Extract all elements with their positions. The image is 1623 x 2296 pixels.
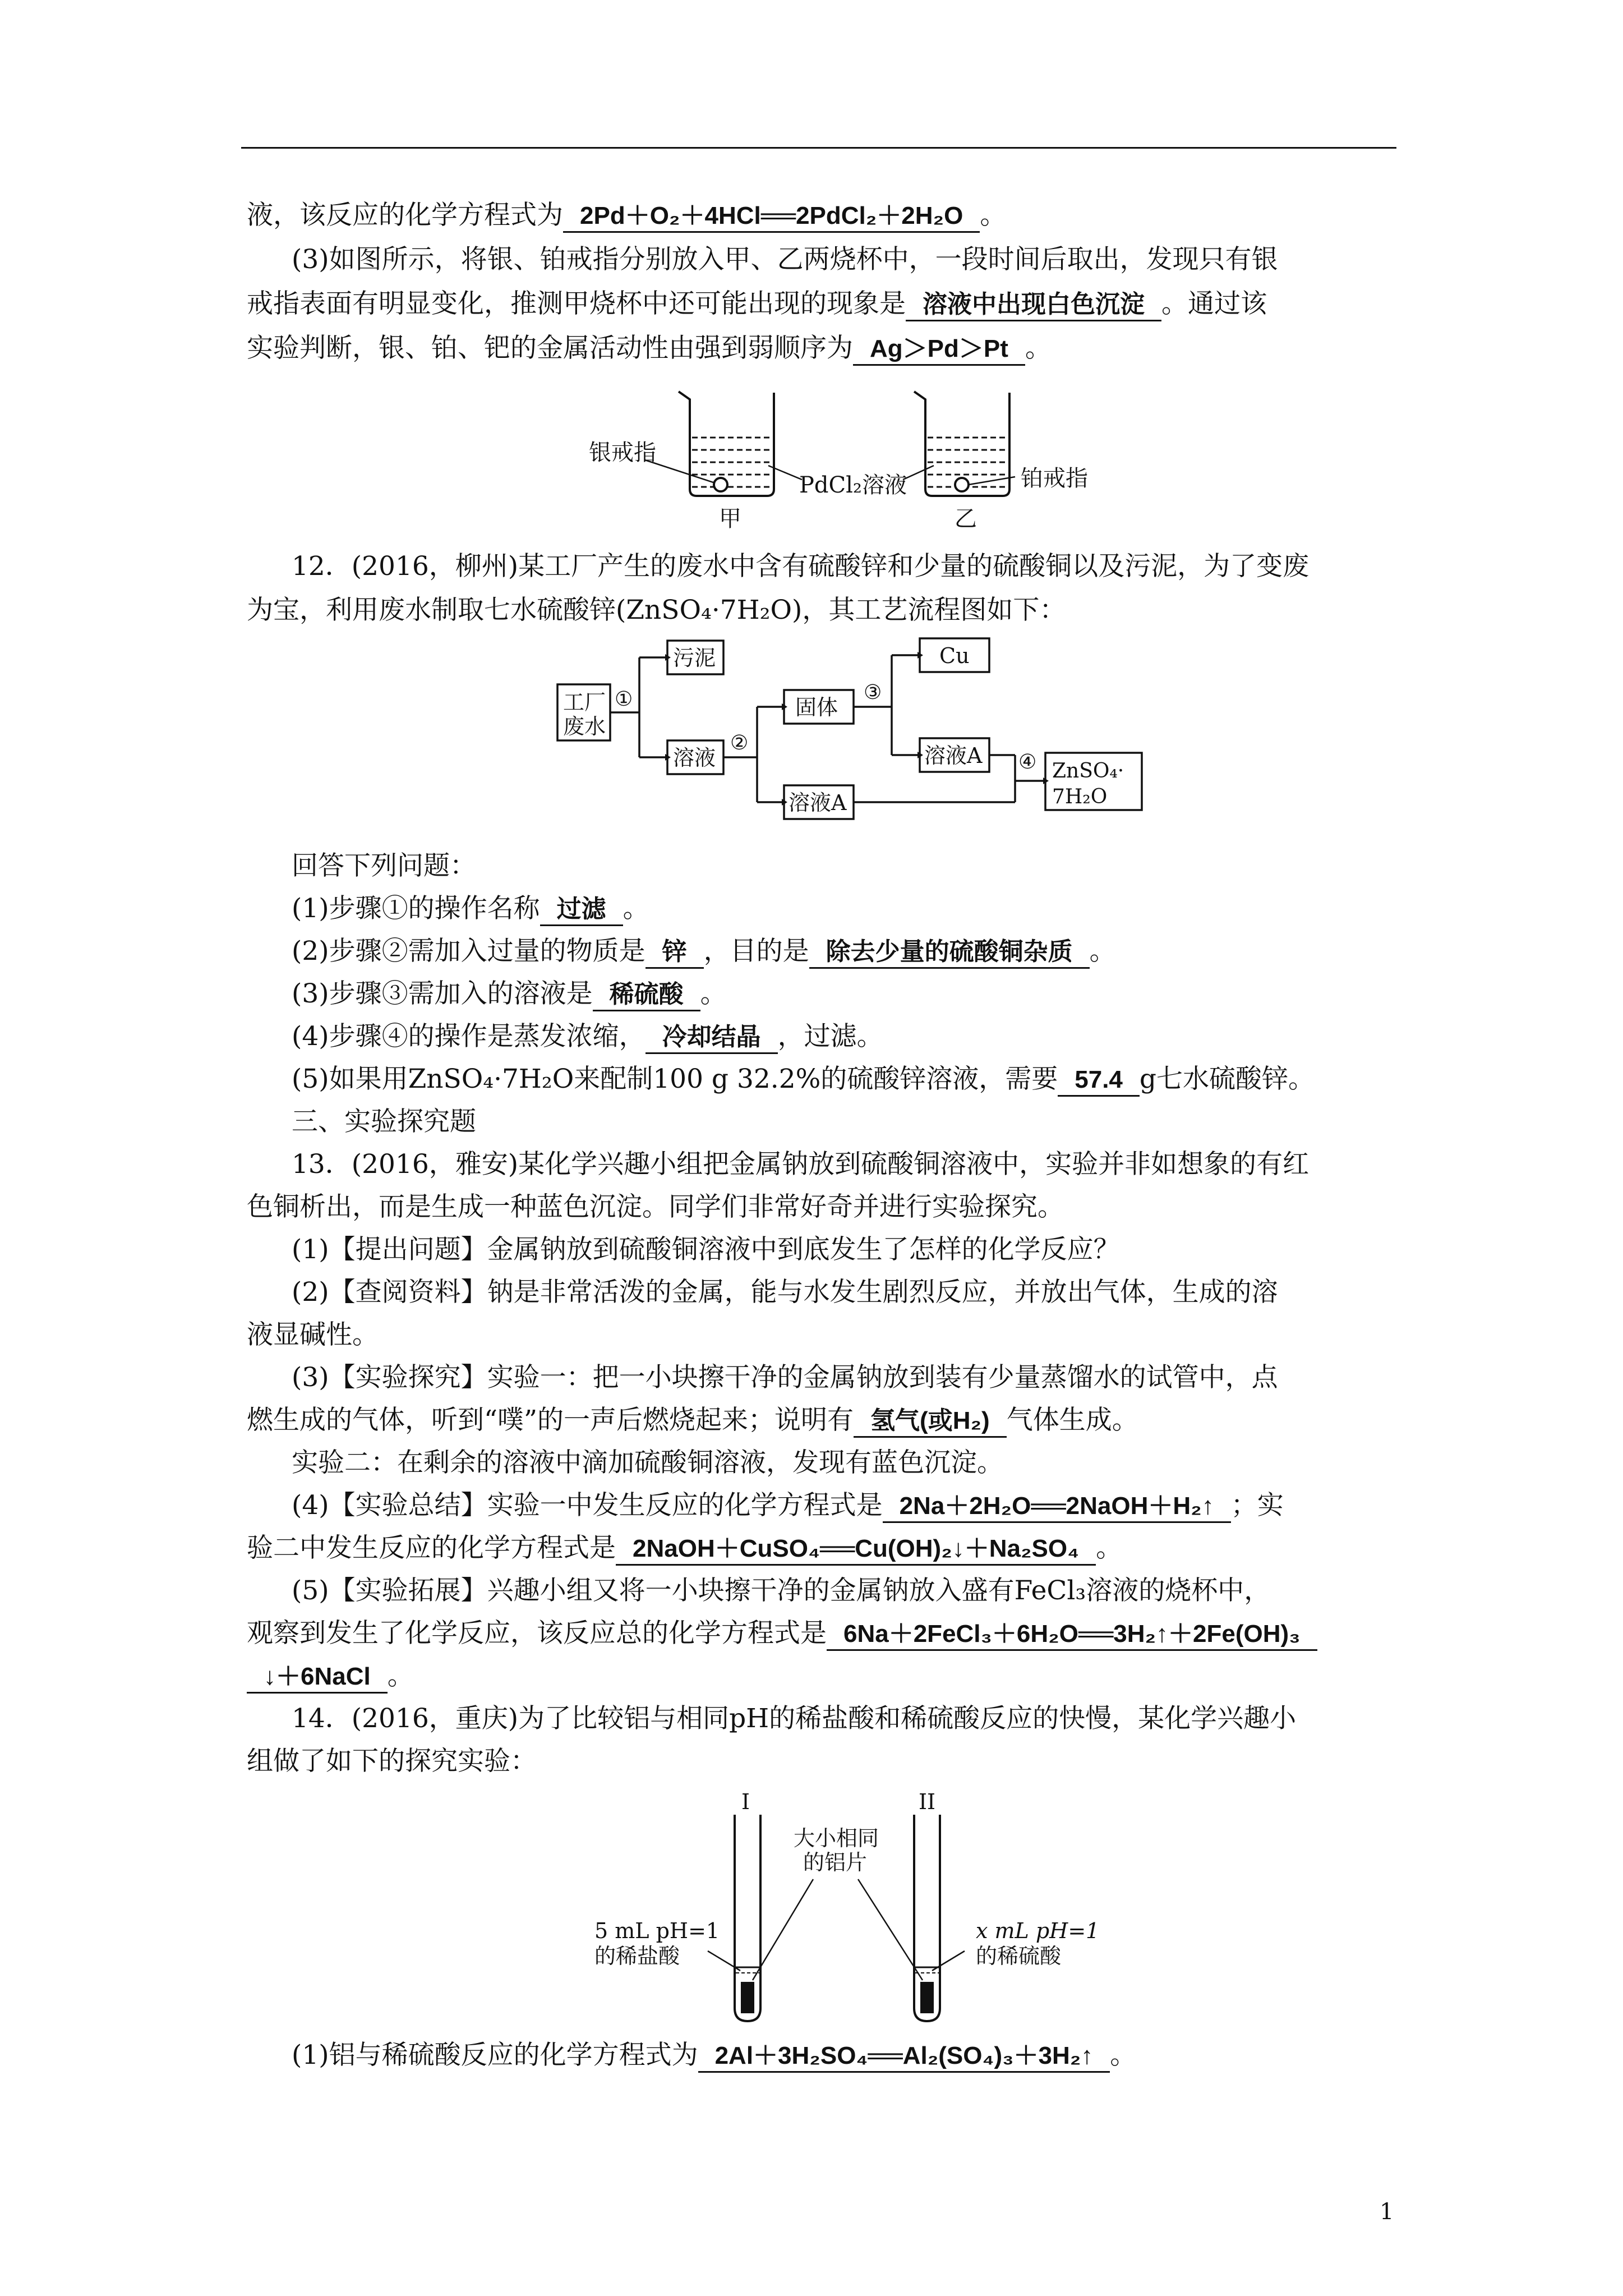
beaker-a-label: 甲	[719, 506, 741, 532]
answer-blank: ↓＋6NaCl	[247, 1662, 388, 1694]
h2so4-label-2: 的稀硫酸	[976, 1944, 1062, 1968]
process-flowchart	[555, 628, 1172, 841]
section-heading	[292, 1105, 1453, 1139]
answer-blank: 2Na＋2H₂O══2NaOH＋H₂↑	[883, 1491, 1231, 1523]
product-label-2: 7H₂O	[1052, 785, 1108, 808]
text-line	[292, 1574, 1453, 1608]
answer-blank: 2Al＋3H₂SO₄══Al₂(SO₄)₃＋3H₂↑	[698, 2041, 1110, 2073]
text-line	[292, 243, 1453, 277]
line-text: 。	[1096, 1533, 1123, 1563]
line-text: 为宝，利用废水制取七水硫酸锌(ZnSO₄·7H₂O)，其工艺流程图如下：	[247, 595, 1066, 625]
solid-label: 固体	[795, 695, 838, 720]
hcl-label-2: 的稀盐酸	[594, 1944, 680, 1968]
line-text: (1)【提出问题】金属钠放到硫酸铜溶液中到底发生了怎样的化学反应？	[292, 1234, 1120, 1265]
line-text: 液，该反应的化学方程式为	[247, 200, 563, 231]
text-line	[292, 1020, 1453, 1054]
line-text: g七水硫酸锌。	[1139, 1064, 1315, 1094]
line-text: ；实	[1230, 1490, 1284, 1521]
line-text: 液显碱性。	[247, 1319, 379, 1350]
line-text: 三、实验探究题	[292, 1106, 476, 1137]
line-text: 气体生成。	[1006, 1405, 1138, 1435]
step-2-label: ②	[730, 731, 749, 754]
header-rule	[241, 147, 1396, 149]
line-text: 回答下列问题：	[292, 850, 476, 881]
answer-blank: 57.4	[1058, 1065, 1140, 1097]
answer-blank: 除去少量的硫酸铜杂质	[809, 937, 1090, 969]
tube-2-label: II	[919, 1792, 936, 1814]
same-al-label-1: 大小相同	[794, 1826, 879, 1851]
line-text: 实验判断，银、铂、钯的金属活动性由强到弱顺序为	[247, 333, 853, 364]
text-line	[292, 1489, 1453, 1523]
text-line	[247, 1318, 1408, 1352]
line-text: 验二中发生反应的化学方程式是	[247, 1533, 616, 1563]
text-line	[292, 1276, 1453, 1309]
line-text: (2)步骤②需加入过量的物质是	[292, 936, 645, 967]
text-line	[247, 1531, 1408, 1566]
line-text: 。	[1025, 333, 1052, 364]
answer-blank: 溶液中出现白色沉淀	[906, 289, 1161, 321]
beaker-figure	[589, 381, 1122, 533]
solution-a-bottom-label: 溶液A	[789, 790, 847, 815]
line-text: 14．(2016，重庆)为了比较铝与相同pH的稀盐酸和稀硫酸反应的快慢，某化学兴趣小	[292, 1703, 1297, 1734]
silver-ring-label: 银戒指	[589, 440, 656, 466]
sludge-label: 污泥	[673, 646, 716, 670]
answer-blank: 过滤	[540, 894, 623, 926]
text-line	[247, 593, 1408, 627]
line-text: 。	[387, 1660, 414, 1691]
text-line	[292, 1446, 1453, 1480]
text-line	[292, 1233, 1453, 1267]
text-line	[292, 1148, 1453, 1181]
factory-water-label-2: 废水	[563, 714, 606, 739]
text-line	[292, 550, 1453, 583]
answer-blank: 稀硫酸	[593, 979, 700, 1011]
text-line	[292, 1702, 1453, 1736]
line-text: 色铜析出，而是生成一种蓝色沉淀。同学们非常好奇并进行实验探究。	[247, 1191, 1064, 1222]
page-number: 1	[1380, 2199, 1394, 2225]
step-4-label: ④	[1018, 751, 1037, 774]
line-text: (4)【实验总结】实验一中发生反应的化学方程式是	[292, 1490, 883, 1521]
line-text: ，过滤。	[777, 1021, 883, 1052]
answer-blank: 6Na＋2FeCl₃＋6H₂O══3H₂↑＋2Fe(OH)₃	[827, 1619, 1317, 1651]
line-text: (5)如果用ZnSO₄·7H₂O来配制100 g 32.2%的硫酸锌溶液，需要	[292, 1064, 1058, 1094]
text-line	[247, 332, 1408, 366]
text-line	[292, 935, 1453, 969]
line-text: (3)步骤③需加入的溶液是	[292, 978, 593, 1009]
line-text: 13．(2016，雅安)某化学兴趣小组把金属钠放到硫酸铜溶液中，实验并非如想象的有红	[292, 1149, 1310, 1180]
answer-blank: 2Pd＋O₂＋4HCl══2PdCl₂＋2H₂O	[563, 201, 980, 233]
line-text: 。	[700, 978, 727, 1009]
text-line	[247, 1190, 1408, 1224]
line-text: 12．(2016，柳州)某工厂产生的废水中含有硫酸锌和少量的硫酸铜以及污泥，为了变废	[292, 551, 1310, 582]
factory-water-label-1: 工厂	[563, 690, 606, 715]
cu-label: Cu	[939, 643, 970, 668]
solution-a-top-label: 溶液A	[924, 743, 983, 768]
text-line	[247, 287, 1408, 321]
line-text: (1)步骤①的操作名称	[292, 893, 540, 924]
line-text: ，目的是	[703, 936, 809, 967]
tube-1-label: I	[741, 1792, 750, 1814]
line-text: (3)【实验探究】实验一：把一小块擦干净的金属钠放到装有少量蒸馏水的试管中，点	[292, 1362, 1278, 1393]
answer-blank: 冷却结晶	[645, 1022, 778, 1054]
pdcl2-label: PdCl₂溶液	[799, 472, 907, 498]
text-line	[247, 1745, 1408, 1778]
text-line	[292, 977, 1453, 1011]
answer-blank: 锌	[645, 937, 704, 969]
line-text: 实验二：在剩余的溶液中滴加硫酸铜溶液，发现有蓝色沉淀。	[292, 1447, 1003, 1478]
text-line	[292, 1062, 1453, 1097]
line-text: (5)【实验拓展】兴趣小组又将一小块擦干净的金属钠放入盛有FeCl₃溶液的烧杯中，	[292, 1575, 1271, 1606]
step-1-label: ①	[615, 688, 633, 711]
text-line	[247, 199, 1408, 233]
line-text: 戒指表面有明显变化，推测甲烧杯中还可能出现的现象是	[247, 288, 906, 319]
line-text: 。	[1110, 2040, 1137, 2070]
answer-blank: Ag＞Pd＞Pt	[853, 334, 1025, 366]
hcl-label-1: 5 mL pH=1	[594, 1918, 720, 1943]
line-text: (4)步骤④的操作是蒸发浓缩，	[292, 1021, 645, 1052]
text-line	[247, 1404, 1408, 1438]
line-text: 燃生成的气体，听到“噗”的一声后燃烧起来；说明有	[247, 1405, 854, 1435]
product-label-1: ZnSO₄·	[1052, 760, 1124, 783]
solution-label: 溶液	[673, 746, 716, 770]
text-line	[292, 849, 1453, 883]
text-line	[292, 892, 1453, 926]
answer-blank: 氢气(或H₂)	[854, 1406, 1007, 1438]
text-line	[247, 1659, 1408, 1694]
text-line	[292, 1361, 1453, 1395]
beaker-b	[903, 392, 1015, 496]
al-strip-1	[741, 1982, 754, 2013]
beaker-a	[645, 392, 802, 496]
line-text: (2)【查阅资料】钠是非常活泼的金属，能与水发生剧烈反应，并放出气体，生成的溶	[292, 1277, 1278, 1308]
al-strip-2	[920, 1982, 934, 2013]
line-text: (3)如图所示，将银、铂戒指分别放入甲、乙两烧杯中，一段时间后取出，发现只有银	[292, 244, 1278, 275]
platinum-ring-label: 铂戒指	[1021, 466, 1088, 491]
step-3-label: ③	[864, 681, 882, 704]
beaker-b-label: 乙	[955, 506, 977, 532]
line-text: 组做了如下的探究实验：	[247, 1746, 537, 1777]
line-text: 。	[1089, 936, 1116, 967]
same-al-label-2: 的铝片	[803, 1850, 868, 1875]
text-line	[247, 1617, 1408, 1651]
h2so4-label-1: x mL pH=1	[976, 1918, 1100, 1943]
line-text: 。通过该	[1161, 288, 1267, 319]
test-tube-figure	[589, 1792, 1127, 2028]
answer-blank: 2NaOH＋CuSO₄══Cu(OH)₂↓＋Na₂SO₄	[616, 1534, 1096, 1566]
line-text: 。	[980, 200, 1007, 231]
line-text: (1)铝与稀硫酸反应的化学方程式为	[292, 2040, 698, 2070]
text-line	[292, 2039, 1453, 2073]
line-text: 观察到发生了化学反应，该反应总的化学方程式是	[247, 1618, 827, 1649]
line-text: 。	[623, 893, 649, 924]
